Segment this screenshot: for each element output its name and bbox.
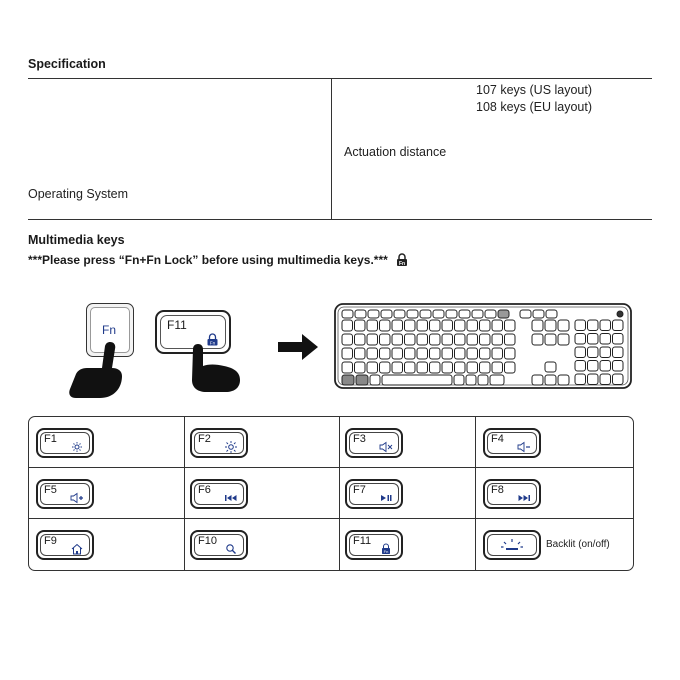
keyboard-key [446,310,457,318]
keyboard-key [392,362,403,373]
keyboard-key [380,320,391,331]
actuation-distance-label: Actuation distance [344,145,447,159]
fn-lock-icon [395,253,409,267]
f1-key-label: F1 [44,433,57,445]
keyboard-key [558,320,569,331]
f11-key [345,530,403,560]
arrow-right-icon [278,334,320,360]
fn-lock-icon [379,543,393,555]
keyboard-key [417,320,428,331]
f2-key [190,428,248,458]
keyboard-key [455,320,466,331]
keyboard-key [405,362,416,373]
keyboard-key [392,334,403,345]
layout-eu-value: 108 keys (EU layout) [476,100,593,114]
home-icon [70,543,84,555]
keyboard-key [355,320,366,331]
keyboard-key [575,347,586,358]
f9-key [36,530,94,560]
keyboard-key [342,334,353,345]
f4-key-label: F4 [491,433,504,445]
brightness-up-icon [224,441,238,453]
keyboard-key [558,334,569,345]
keyboard-key [433,310,444,318]
keyboard-key [355,362,366,373]
keyboard-key [355,310,366,318]
keyboard-key [575,361,586,372]
keyboard-key [417,348,428,359]
keyboard-key [492,320,503,331]
f1-key [36,428,94,458]
keyboard-key [392,348,403,359]
fn-key-label: Fn [102,323,117,337]
keyboard-key [466,375,476,385]
keyboard-key [533,310,544,318]
keyboard-key [367,362,378,373]
keyboard-key [430,362,441,373]
keyboard-key [380,334,391,345]
specification-heading: Specification [28,57,106,71]
keyboard-key [380,348,391,359]
keyboard-key [342,310,353,318]
f7-key [345,479,403,509]
grid-divider [184,417,185,570]
keyboard-key [430,334,441,345]
keyboard-key [600,374,611,385]
keyboard-key [575,334,586,345]
keyboard-key [505,334,516,345]
operating-system-label: Operating System [28,187,129,201]
keyboard-key [613,374,624,385]
keyboard-key [392,320,403,331]
f9-key-label: F9 [44,535,57,547]
keyboard-key [575,320,586,331]
svg-text:Fn: Fn [209,340,216,346]
keyboard-key [546,310,557,318]
keyboard-key [368,310,379,318]
keyboard-key [600,347,611,358]
keyboard-key [492,362,503,373]
keyboard-key [505,362,516,373]
hand-pointing-icon [186,342,244,394]
table-bottom-rule [28,219,652,220]
multimedia-keys-table [28,416,634,571]
keyboard-key [442,362,453,373]
f11-key-label: F11 [353,535,372,547]
keyboard-key [588,320,599,331]
keyboard-key [405,320,416,331]
keyboard-key [355,348,366,359]
keyboard-key [485,310,496,318]
f8-key-label: F8 [491,484,504,496]
keyboard-key [532,320,543,331]
keyboard-key [342,362,353,373]
keyboard-key [420,310,431,318]
keyboard-key [588,347,599,358]
keyboard-key [467,348,478,359]
keyboard-key [613,334,624,345]
keyboard-key [455,348,466,359]
keyboard-key [505,348,516,359]
f5-key [36,479,94,509]
mute-icon [379,441,393,453]
keyboard-key [394,310,405,318]
play-pause-icon [379,492,393,504]
keyboard-key [382,375,452,385]
keyboard-key [442,334,453,345]
keyboard-key [442,348,453,359]
keyboard-key [367,320,378,331]
keyboard-key [367,334,378,345]
keyboard-key [492,334,503,345]
keyboard-key [454,375,464,385]
keyboard-key [356,375,368,385]
f7-key-label: F7 [353,484,366,496]
f11-key-label: F11 [167,318,187,332]
keyboard-key [520,310,531,318]
search-icon [224,543,238,555]
keyboard-key [467,334,478,345]
keyboard-key [558,375,569,385]
f4-key [483,428,541,458]
keyboard-key [455,334,466,345]
keyboard-illustration [334,303,632,389]
grid-divider [339,417,340,570]
f10-key-label: F10 [198,535,217,547]
keyboard-key [342,348,353,359]
keyboard-key [492,348,503,359]
keyboard-key [588,361,599,372]
keyboard-key [417,334,428,345]
keyboard-key [417,362,428,373]
keyboard-key [588,334,599,345]
keyboard-key [613,347,624,358]
backlight-icon [499,537,525,553]
keyboard-key [430,320,441,331]
keyboard-key [459,310,470,318]
table-top-rule [28,78,652,79]
keyboard-key [370,375,380,385]
backlight-key [483,530,541,560]
volume-down-icon [517,441,531,453]
keyboard-key [498,310,509,318]
svg-text:Fn: Fn [399,261,406,267]
keyboard-key [405,334,416,345]
keyboard-key [342,320,353,331]
keyboard-key [467,362,478,373]
layout-us-value: 107 keys (US layout) [476,83,593,97]
keyboard-key [532,334,543,345]
f3-key [345,428,403,458]
fn-lock-note [28,253,409,267]
keyboard-key [407,310,418,318]
keyboard-key [545,375,556,385]
backlit-label: Backlit (on/off) [546,539,610,550]
grid-divider [29,518,633,519]
power-indicator-icon [617,311,623,317]
fn-lock-note-text: ***Please press “Fn+Fn Lock” before using multimedia keys.*** [28,253,388,267]
keyboard-key [472,310,483,318]
keyboard-key [505,320,516,331]
previous-track-icon [224,492,238,504]
keyboard-key [480,348,491,359]
f5-key-label: F5 [44,484,57,496]
f8-key [483,479,541,509]
keyboard-key [442,320,453,331]
keyboard-key [430,348,441,359]
multimedia-heading: Multimedia keys [28,233,125,247]
next-track-icon [517,492,531,504]
f6-key-label: F6 [198,484,211,496]
grid-divider [475,417,476,570]
keyboard-key [490,375,504,385]
hand-pointing-icon [66,340,136,400]
keyboard-key [613,361,624,372]
keyboard-key [545,362,556,372]
f6-key [190,479,248,509]
keyboard-key [455,362,466,373]
keyboard-key [600,361,611,372]
f2-key-label: F2 [198,433,211,445]
f10-key [190,530,248,560]
keyboard-key [545,320,556,331]
keyboard-key [532,375,543,385]
keyboard-key [342,375,354,385]
keyboard-key [613,320,624,331]
keyboard-key [480,334,491,345]
table-column-divider [331,78,332,219]
keyboard-key [600,334,611,345]
keyboard-key [380,362,391,373]
keyboard-key [480,320,491,331]
keyboard-key [588,374,599,385]
brightness-down-icon [70,441,84,453]
grid-divider [29,467,633,468]
keyboard-key [600,320,611,331]
volume-up-icon [70,492,84,504]
keyboard-key [355,334,366,345]
f3-key-label: F3 [353,433,366,445]
keyboard-key [545,334,556,345]
svg-text:Fn: Fn [383,549,389,554]
keyboard-key [405,348,416,359]
keyboard-key [367,348,378,359]
keyboard-key [478,375,488,385]
keyboard-key [467,320,478,331]
keyboard-key [381,310,392,318]
keyboard-key [480,362,491,373]
keyboard-key [575,374,586,385]
